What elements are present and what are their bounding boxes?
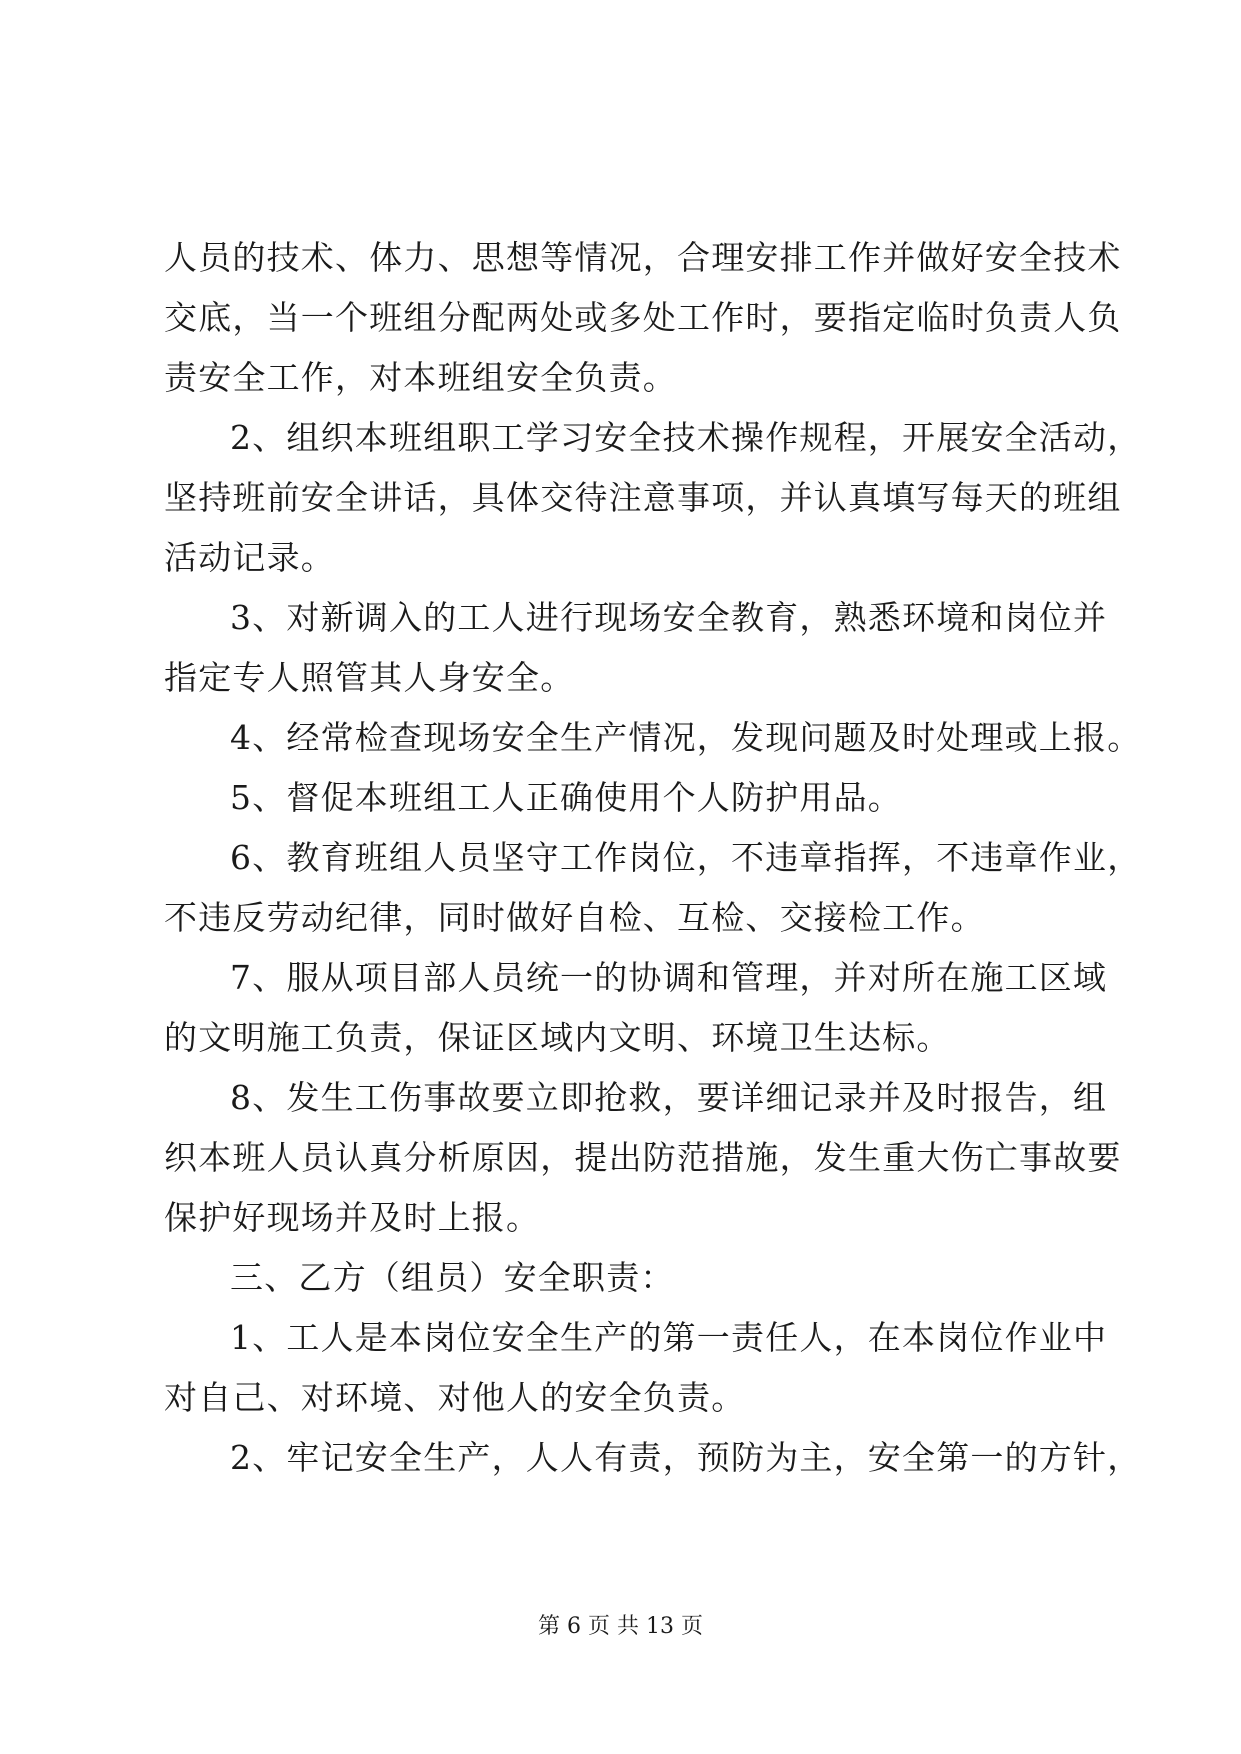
document-body — [164, 228, 1142, 1488]
text-line: 织本班人员认真分析原因，提出防范措施，发生重大伤亡事故要 — [164, 1138, 1122, 1177]
text-line: 7、服从项目部人员统一的协调和管理，并对所在施工区域 — [230, 958, 1108, 997]
paragraph — [164, 708, 1142, 768]
text-line: 1、工人是本岗位安全生产的第一责任人，在本岗位作业中 — [230, 1318, 1108, 1357]
text-line: 2、组织本班组职工学习安全技术操作规程，开展安全活动， — [230, 418, 1142, 457]
page-number-label: 第 6 页 共 13 页 — [538, 1614, 703, 1639]
paragraph — [164, 828, 1142, 948]
paragraph — [164, 228, 1122, 408]
paragraph — [164, 948, 1108, 1068]
text-line: 6、教育班组人员坚守工作岗位，不违章指挥，不违章作业， — [230, 838, 1142, 877]
text-line: 人员的技术、体力、思想等情况，合理安排工作并做好安全技术 — [164, 238, 1122, 277]
paragraph — [164, 1428, 1142, 1488]
text-line: 对自己、对环境、对他人的安全负责。 — [164, 1378, 746, 1417]
text-line: 不违反劳动纪律，同时做好自检、互检、交接检工作。 — [164, 898, 985, 937]
text-line: 指定专人照管其人身安全。 — [164, 658, 575, 697]
text-line: 活动记录。 — [164, 538, 335, 577]
text-line: 2、牢记安全生产，人人有责，预防为主，安全第一的方针， — [230, 1438, 1142, 1477]
text-line: 5、督促本班组工人正确使用个人防护用品。 — [230, 778, 902, 817]
paragraph — [164, 768, 1084, 828]
section-heading — [164, 1248, 1084, 1308]
text-line: 坚持班前安全讲话，具体交待注意事项，并认真填写每天的班组 — [164, 478, 1122, 517]
text-line: 的文明施工负责，保证区域内文明、环境卫生达标。 — [164, 1018, 951, 1057]
text-line: 责安全工作，对本班组安全负责。 — [164, 358, 677, 397]
paragraph — [164, 1068, 1122, 1248]
text-line: 3、对新调入的工人进行现场安全教育，熟悉环境和岗位并 — [230, 598, 1108, 637]
page-footer — [0, 1612, 1241, 1642]
text-line: 8、发生工伤事故要立即抢救，要详细记录并及时报告，组 — [230, 1078, 1108, 1117]
paragraph — [164, 588, 1108, 708]
text-line: 交底，当一个班组分配两处或多处工作时，要指定临时负责人负 — [164, 298, 1122, 337]
paragraph — [164, 1308, 1108, 1428]
text-line: 保护好现场并及时上报。 — [164, 1198, 541, 1237]
text-line: 4、经常检查现场安全生产情况，发现问题及时处理或上报。 — [230, 718, 1142, 757]
paragraph — [164, 408, 1142, 588]
text-line: 三、乙方（组员）安全职责： — [230, 1258, 675, 1297]
